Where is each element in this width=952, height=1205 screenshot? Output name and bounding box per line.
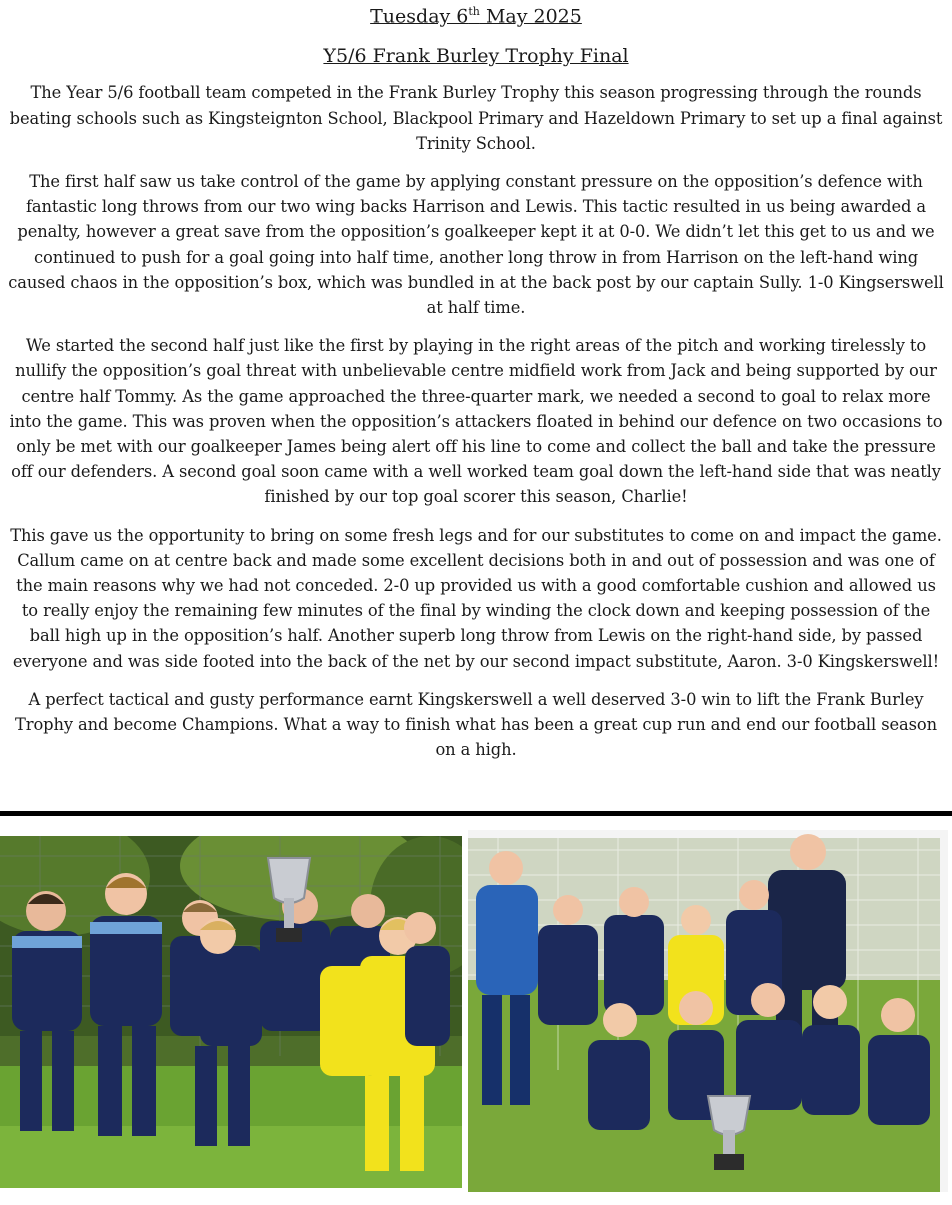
report-paragraph: The Year 5/6 football team competed in the Frank Burley Trophy this season progressing through the rounds beating schools such as Kingsteignton School, Blackpool Primary and Hazeldown Primary to set up a final against Trinity School. <box>9 83 943 153</box>
date-month-year: May 2025 <box>479 5 582 28</box>
report-paragraph: This gave us the opportunity to bring on some fresh legs and for our substitutes to come on and impact the game. Callum came on at centre back and made some excellent decisions both in and out of possession and was one of the main reasons why we had not conceded. 2-0 up provided us with a good comfortable cushion and allowed us to really enjoy the remaining few minutes of the final by winding the clock down and keeping possession of the ball high up in the opposition’s half. Another superb long throw from Lewis on the right-hand side, by passed everyone and was side footed into the back of the net by our second impact substitute, Aaron. 3-0 Kingskerswell! <box>10 525 942 671</box>
report-date <box>8 0 944 28</box>
section-divider <box>0 811 952 816</box>
team-photo-graphic <box>468 830 948 1192</box>
report-paragraph: We started the second half just like the first by playing in the right areas of the pitch and working tirelessly to nullify the opposition’s goal threat with unbelievable centre midfield work from Jack and being supported by our centre half Tommy. As the game approached the three-quarter mark, we needed a second to goal to relax more into the game. This was proven when the opposition’s attackers floated in behind our defence on two occasions to only be met with our goalkeeper James being alert off his line to come and collect the ball and take the pressure off our defenders. A second goal soon came with a well worked team goal down the left-hand side that was neatly finished by our top goal scorer this season, Charlie! <box>9 336 943 507</box>
date-ordinal: th <box>468 5 480 18</box>
celebration-photo-graphic <box>0 836 462 1188</box>
photo-trophy-celebration <box>0 836 462 1188</box>
report-paragraph: A perfect tactical and gusty performance earnt Kingskerswell a well deserved 3-0 win to lift the Frank Burley Trophy and become Champions. What a way to finish what has been a great cup run and end our football season on a high. <box>15 689 937 760</box>
date-day: Tuesday 6 <box>370 5 469 28</box>
report-title: Y5/6 Frank Burley Trophy Final <box>323 45 629 68</box>
photo-team-group <box>468 830 948 1192</box>
report-paragraph: The first half saw us take control of the game by applying constant pressure on the opposition’s defence with fantastic long throws from our two wing backs Harrison and Lewis. This tactic resulted in us being awarded a penalty, however a great save from the opposition’s goalkeeper kept it at 0-0. We didn’t let this get to us and we continued to push for a goal going into half time, another long throw in from Harrison on the left-hand wing caused chaos in the opposition’s box, which was bundled in at the back post by our captain Sully. 1-0 Kingserswell at half time. <box>8 171 944 317</box>
match-report <box>8 0 944 775</box>
